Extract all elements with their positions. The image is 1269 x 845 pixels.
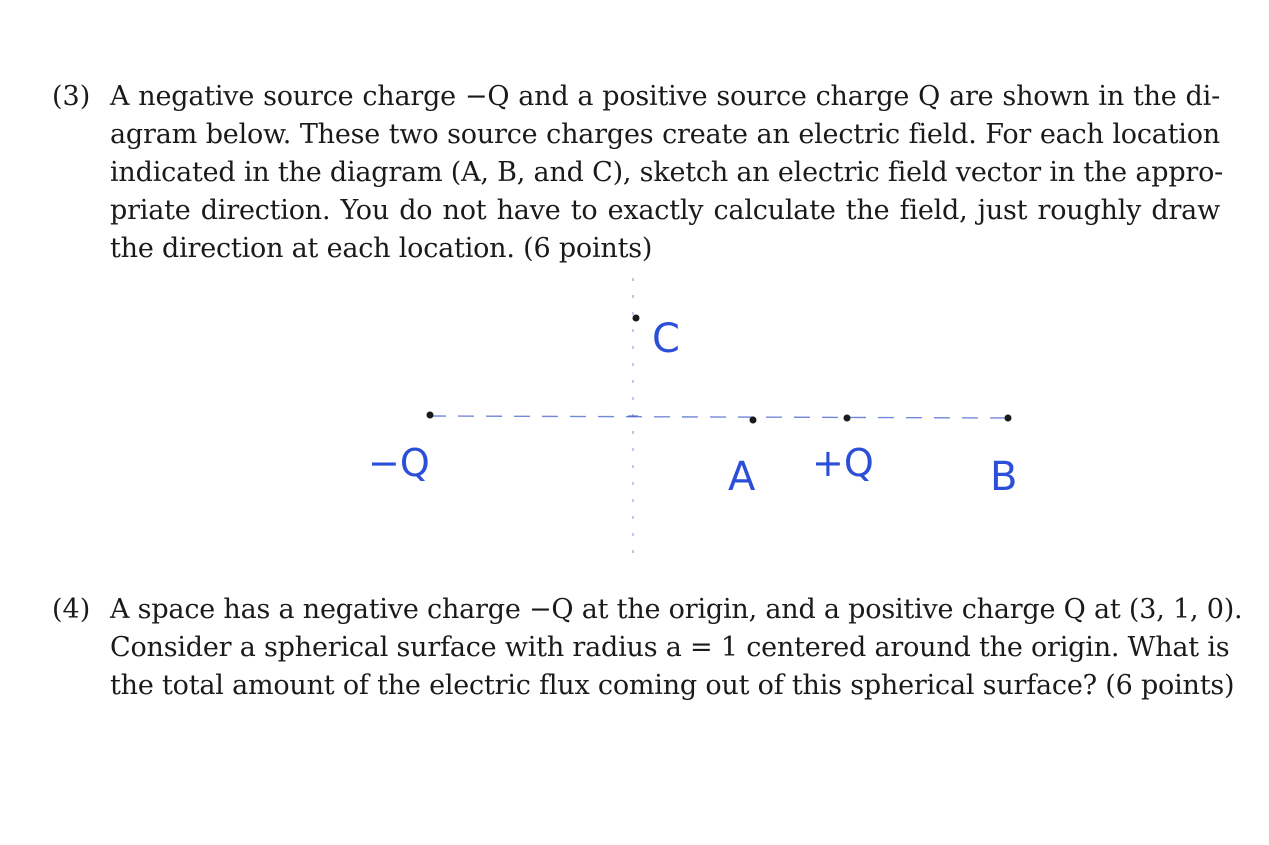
problem-3-number: (3) bbox=[52, 81, 91, 112]
problem-3-line: the direction at each location. (6 points) bbox=[110, 233, 653, 264]
point-c-label: C bbox=[652, 316, 680, 362]
pos-charge-dot bbox=[844, 415, 851, 422]
point-b-dot bbox=[1005, 415, 1012, 422]
point-a-dot bbox=[750, 417, 757, 424]
problem-3-line: A negative source charge −Q and a positive source charge Q are shown in the di- bbox=[110, 81, 1220, 112]
problem-4-line: Consider a spherical surface with radius a = 1 centered around the origin. What is bbox=[110, 632, 1230, 663]
problem-3-text bbox=[110, 78, 1224, 268]
horizontal-axis bbox=[430, 416, 1010, 418]
point-c-dot bbox=[633, 315, 640, 322]
problem-4-number: (4) bbox=[52, 594, 91, 625]
point-a-label: A bbox=[728, 454, 756, 500]
neg-charge-dot bbox=[427, 412, 434, 419]
point-b-label: B bbox=[990, 454, 1018, 500]
problem-4-line: the total amount of the electric flux coming out of this spherical surface? (6 points) bbox=[110, 670, 1235, 701]
pos-charge-label: +Q bbox=[812, 441, 874, 485]
problem-3-line: indicated in the diagram (A, B, and C), sketch an electric field vector in the appro- bbox=[110, 157, 1224, 188]
neg-charge-label: −Q bbox=[368, 441, 430, 485]
problem-3-line: agram below. These two source charges create an electric field. For each location bbox=[110, 119, 1220, 150]
problem-3-line: priate direction. You do not have to exactly calculate the field, just roughly draw bbox=[110, 195, 1220, 226]
problem-4-line: A space has a negative charge −Q at the origin, and a positive charge Q at (3, 1, 0). bbox=[110, 594, 1243, 625]
problem-4-text bbox=[110, 591, 1243, 705]
